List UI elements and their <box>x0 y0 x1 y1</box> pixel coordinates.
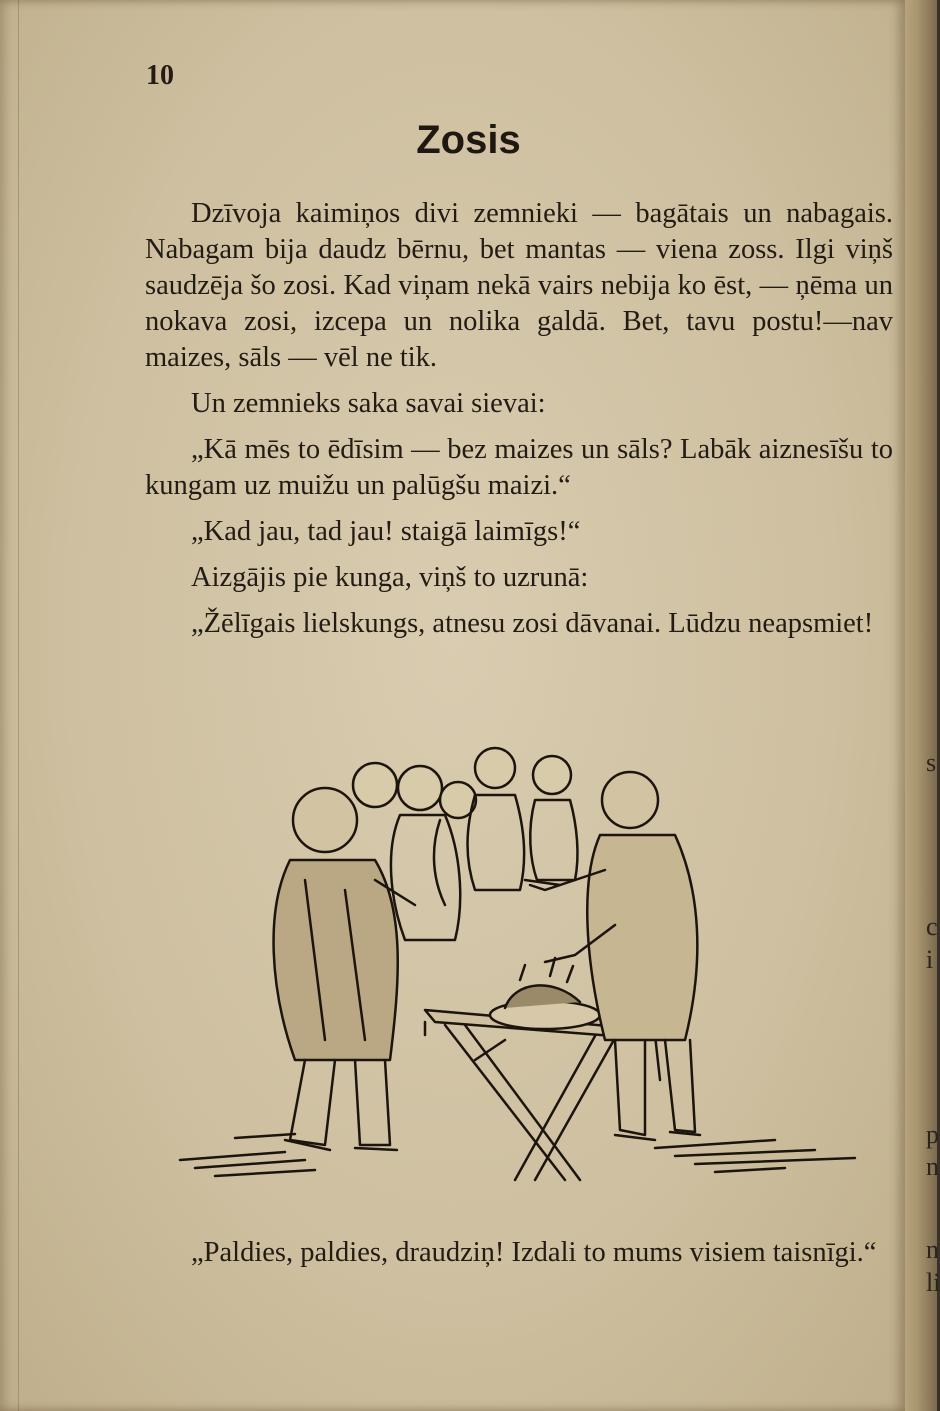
ground-hatching <box>180 1134 855 1176</box>
edge-letter: n <box>926 1152 939 1181</box>
peasant-presenting-goose-illustration <box>175 740 875 1180</box>
page-fold <box>18 0 19 1411</box>
host-man-figure <box>525 772 700 1140</box>
paragraph: Aizgājis pie kunga, viņš to uzrunā: <box>191 562 589 593</box>
paragraph: „Žēlīgais lielskungs, atnesu zosi dāvanai. Lūdzu neapsmiet! <box>191 608 874 639</box>
edge-letter: c <box>926 912 938 941</box>
page-number: 10 <box>146 60 174 91</box>
paragraph: „Paldies, paldies, draudziņ! Izdali to mums visiem taisnīgi.“ <box>191 1237 877 1268</box>
edge-letter: p <box>926 1120 939 1149</box>
old-man-figure <box>274 788 415 1150</box>
edge-letter: li <box>926 1268 940 1297</box>
next-page-edge <box>905 0 937 1411</box>
paragraph: „Kad jau, tad jau! staigā laimīgs!“ <box>191 516 581 547</box>
story-title: Zosis <box>416 118 521 162</box>
story-text-top <box>145 196 893 642</box>
paragraph: Un zemnieks saka savai sievai: <box>191 388 546 419</box>
paragraph: Dzīvoja kaimiņos divi zemnieki — bagātais un nabagais. Nabagam bija daudz bērnu, bet mantas — viena zoss. Ilgi viņš saudzēja šo zosi. Kad viņam nekā vairs nebija ko ēst, — ņēma un nokava zosi, izcepa un nolika galdā. Bet, tavu postu!—nav maizes, sāls — vēl ne tik. <box>145 198 893 373</box>
story-text-bottom <box>145 1235 893 1271</box>
edge-letter: s <box>926 748 937 777</box>
edge-letter: i <box>926 945 934 974</box>
edge-letter: n <box>926 1235 939 1264</box>
paragraph: „Kā mēs to ēdīsim — bez maizes un sāls? Labāk aiznesīšu to kungam uz muižu un palūgšu maizi.“ <box>145 434 893 501</box>
goose-on-plate <box>490 958 600 1029</box>
